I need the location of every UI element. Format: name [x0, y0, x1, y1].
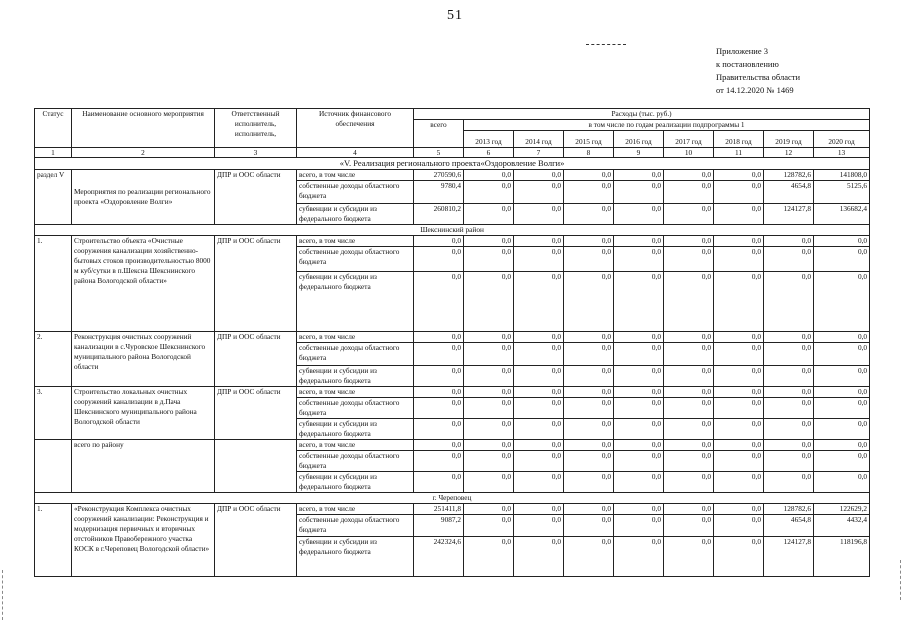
- year-value-cell: 0,0: [664, 247, 714, 272]
- year-value-cell: 0,0: [664, 366, 714, 387]
- responsible-cell: ДПР и ООС области: [215, 387, 297, 440]
- year-value-cell: 0,0: [814, 440, 870, 451]
- year-value-cell: 0,0: [564, 419, 614, 440]
- year-value-cell: 0,0: [664, 472, 714, 493]
- year-value-cell: 0,0: [664, 181, 714, 204]
- header-by-years: в том числе по годам реализации подпрограммы 1: [464, 120, 870, 131]
- year-value-cell: 141808,0: [814, 170, 870, 181]
- source-cell: субвенции и субсидии из федерального бюджета: [297, 204, 414, 225]
- table-header: [35, 109, 870, 158]
- year-value-cell: 0,0: [664, 236, 714, 247]
- year-value-cell: 128782,6: [764, 170, 814, 181]
- year-value-cell: 0,0: [464, 504, 514, 515]
- year-value-cell: 0,0: [564, 236, 614, 247]
- scan-edge-mark: [2, 570, 4, 620]
- year-value-cell: 0,0: [764, 343, 814, 366]
- header-year: 2019 год: [764, 131, 814, 148]
- year-value-cell: 0,0: [814, 419, 870, 440]
- year-value-cell: 0,0: [464, 537, 514, 577]
- year-value-cell: 0,0: [614, 398, 664, 419]
- year-value-cell: 0,0: [714, 504, 764, 515]
- total-cell: 270590,6: [414, 170, 464, 181]
- total-cell: 0,0: [414, 247, 464, 272]
- source-cell: собственные доходы областного бюджета: [297, 247, 414, 272]
- total-cell: 0,0: [414, 451, 464, 472]
- total-cell: 9780,4: [414, 181, 464, 204]
- year-value-cell: 0,0: [464, 272, 514, 332]
- year-value-cell: 0,0: [614, 515, 664, 537]
- year-value-cell: 0,0: [714, 272, 764, 332]
- year-value-cell: 0,0: [714, 204, 764, 225]
- header-status: Статус: [35, 109, 72, 148]
- year-value-cell: 0,0: [614, 451, 664, 472]
- header-year: 2014 год: [514, 131, 564, 148]
- year-value-cell: 0,0: [514, 181, 564, 204]
- total-cell: 0,0: [414, 440, 464, 451]
- page-number: 51: [447, 8, 463, 23]
- year-value-cell: 0,0: [464, 366, 514, 387]
- year-value-cell: 0,0: [714, 236, 764, 247]
- column-number: 10: [664, 148, 714, 158]
- year-value-cell: 4654,8: [764, 181, 814, 204]
- year-value-cell: 0,0: [614, 343, 664, 366]
- table-row: [35, 440, 870, 451]
- year-value-cell: 0,0: [514, 472, 564, 493]
- header-expenses: Расходы (тыс. руб.): [414, 109, 870, 120]
- year-value-cell: 124127,8: [764, 204, 814, 225]
- year-value-cell: 0,0: [564, 440, 614, 451]
- column-number: 13: [814, 148, 870, 158]
- header-year: 2018 год: [714, 131, 764, 148]
- column-number: 11: [714, 148, 764, 158]
- source-cell: субвенции и субсидии из федерального бюджета: [297, 537, 414, 577]
- year-value-cell: 0,0: [464, 387, 514, 398]
- year-value-cell: 0,0: [664, 537, 714, 577]
- year-value-cell: 0,0: [464, 204, 514, 225]
- total-cell: 0,0: [414, 236, 464, 247]
- year-value-cell: 0,0: [664, 332, 714, 343]
- year-value-cell: 0,0: [614, 387, 664, 398]
- responsible-cell: ДПР и ООС области: [215, 170, 297, 225]
- year-value-cell: 0,0: [664, 387, 714, 398]
- year-value-cell: 0,0: [764, 366, 814, 387]
- source-cell: субвенции и субсидии из федерального бюджета: [297, 272, 414, 332]
- year-value-cell: 0,0: [714, 398, 764, 419]
- year-value-cell: 0,0: [714, 181, 764, 204]
- year-value-cell: 0,0: [814, 332, 870, 343]
- year-value-cell: 0,0: [664, 170, 714, 181]
- year-value-cell: 0,0: [614, 504, 664, 515]
- year-value-cell: 0,0: [614, 272, 664, 332]
- status-cell: [35, 440, 72, 493]
- measure-name-cell: Мероприятия по реализации регионального проекта «Оздоровление Волги»: [72, 170, 215, 225]
- column-number: 4: [297, 148, 414, 158]
- year-value-cell: 0,0: [614, 236, 664, 247]
- year-value-cell: 0,0: [514, 504, 564, 515]
- total-cell: 0,0: [414, 332, 464, 343]
- year-value-cell: 0,0: [464, 181, 514, 204]
- year-value-cell: 0,0: [814, 272, 870, 332]
- year-value-cell: 0,0: [564, 387, 614, 398]
- measure-name-cell: Строительство объекта «Очистные сооружения канализации хозяйственно-бытовых стоков производительностью 8000 м куб/сутки в п.Шексна Шекснинского района Вологодской области»: [72, 236, 215, 332]
- year-value-cell: 0,0: [564, 398, 614, 419]
- source-cell: всего, в том числе: [297, 504, 414, 515]
- total-cell: 0,0: [414, 472, 464, 493]
- measure-name-cell: всего по району: [72, 440, 215, 493]
- column-number: 1: [35, 148, 72, 158]
- year-value-cell: 0,0: [614, 472, 664, 493]
- total-cell: 260810,2: [414, 204, 464, 225]
- year-value-cell: 0,0: [564, 170, 614, 181]
- status-cell: 1.: [35, 236, 72, 332]
- year-value-cell: 0,0: [664, 504, 714, 515]
- column-number: 7: [514, 148, 564, 158]
- year-value-cell: 0,0: [564, 272, 614, 332]
- year-value-cell: 0,0: [814, 343, 870, 366]
- source-cell: всего, в том числе: [297, 170, 414, 181]
- year-value-cell: 0,0: [664, 343, 714, 366]
- year-value-cell: 0,0: [614, 247, 664, 272]
- year-value-cell: 0,0: [464, 170, 514, 181]
- year-value-cell: 0,0: [664, 440, 714, 451]
- year-value-cell: 0,0: [514, 170, 564, 181]
- column-number: 12: [764, 148, 814, 158]
- year-value-cell: 0,0: [664, 419, 714, 440]
- year-value-cell: 0,0: [714, 170, 764, 181]
- year-value-cell: 0,0: [764, 419, 814, 440]
- year-value-cell: 0,0: [714, 247, 764, 272]
- year-value-cell: 4432,4: [814, 515, 870, 537]
- header-year: 2013 год: [464, 131, 514, 148]
- appendix-line: Правительства области: [716, 72, 801, 82]
- year-value-cell: 0,0: [714, 451, 764, 472]
- year-value-cell: 0,0: [514, 387, 564, 398]
- year-value-cell: 0,0: [514, 343, 564, 366]
- year-value-cell: 0,0: [814, 398, 870, 419]
- table-row: [35, 236, 870, 247]
- year-value-cell: 0,0: [514, 272, 564, 332]
- year-value-cell: 0,0: [714, 419, 764, 440]
- total-cell: 0,0: [414, 366, 464, 387]
- year-value-cell: 0,0: [464, 343, 514, 366]
- year-value-cell: 0,0: [514, 515, 564, 537]
- year-value-cell: 0,0: [614, 170, 664, 181]
- year-value-cell: 0,0: [814, 387, 870, 398]
- year-value-cell: 0,0: [464, 247, 514, 272]
- measure-name-cell: Строительство локальных очистных сооружений канализации в д.Пача Шекснинского муниципального района Вологодской области: [72, 387, 215, 440]
- source-cell: субвенции и субсидии из федерального бюджета: [297, 366, 414, 387]
- status-cell: 2.: [35, 332, 72, 387]
- table-row: [35, 504, 870, 515]
- year-value-cell: 0,0: [764, 472, 814, 493]
- column-number: 9: [614, 148, 664, 158]
- year-value-cell: 0,0: [514, 247, 564, 272]
- year-value-cell: 0,0: [464, 472, 514, 493]
- measure-name-cell: Реконструкция очистных сооружений канализации в с.Чуровское Шекснинского муниципального района Вологодской области: [72, 332, 215, 387]
- responsible-cell: ДПР и ООС области: [215, 504, 297, 577]
- year-value-cell: 128782,6: [764, 504, 814, 515]
- total-cell: 0,0: [414, 272, 464, 332]
- year-value-cell: 0,0: [614, 440, 664, 451]
- header-year: 2016 год: [614, 131, 664, 148]
- header-year: 2020 год: [814, 131, 870, 148]
- header-year: 2017 год: [664, 131, 714, 148]
- year-value-cell: 0,0: [464, 451, 514, 472]
- header-source: Источник финансового обеспечения: [297, 109, 414, 148]
- source-cell: всего, в том числе: [297, 440, 414, 451]
- year-value-cell: 0,0: [664, 451, 714, 472]
- year-value-cell: 0,0: [614, 419, 664, 440]
- total-cell: 9087,2: [414, 515, 464, 537]
- year-value-cell: 0,0: [764, 451, 814, 472]
- source-cell: всего, в том числе: [297, 332, 414, 343]
- total-cell: 242324,6: [414, 537, 464, 577]
- responsible-cell: [215, 440, 297, 493]
- year-value-cell: 0,0: [614, 537, 664, 577]
- year-value-cell: 0,0: [464, 440, 514, 451]
- year-value-cell: 0,0: [564, 537, 614, 577]
- appendix-line: от 14.12.2020 № 1469: [716, 85, 794, 95]
- year-value-cell: 136682,4: [814, 204, 870, 225]
- year-value-cell: 5125,6: [814, 181, 870, 204]
- year-value-cell: 0,0: [764, 247, 814, 272]
- year-value-cell: 0,0: [564, 247, 614, 272]
- table-row: [35, 170, 870, 181]
- measure-name-cell: «Реконструкция Комплекса очистных сооружений канализации: Реконструкция и модернизация первичных и вторичных отстойников Правобережного участка КОСК в г.Череповец Вологодской области»: [72, 504, 215, 577]
- source-cell: собственные доходы областного бюджета: [297, 181, 414, 204]
- status-cell: 1.: [35, 504, 72, 577]
- year-value-cell: 0,0: [814, 247, 870, 272]
- header-total: всего: [414, 120, 464, 148]
- responsible-cell: ДПР и ООС области: [215, 332, 297, 387]
- region-title: Шекснинский район: [35, 225, 870, 236]
- year-value-cell: 0,0: [664, 398, 714, 419]
- year-value-cell: 0,0: [714, 366, 764, 387]
- source-cell: собственные доходы областного бюджета: [297, 451, 414, 472]
- year-value-cell: 0,0: [714, 515, 764, 537]
- year-value-cell: 0,0: [464, 236, 514, 247]
- year-value-cell: 0,0: [614, 204, 664, 225]
- source-cell: собственные доходы областного бюджета: [297, 343, 414, 366]
- year-value-cell: 0,0: [664, 515, 714, 537]
- year-value-cell: 0,0: [564, 204, 614, 225]
- responsible-cell: ДПР и ООС области: [215, 236, 297, 332]
- column-number: 5: [414, 148, 464, 158]
- year-value-cell: 0,0: [814, 366, 870, 387]
- appendix-header: [716, 45, 800, 97]
- year-value-cell: 0,0: [514, 419, 564, 440]
- total-cell: 0,0: [414, 419, 464, 440]
- year-value-cell: 0,0: [814, 236, 870, 247]
- year-value-cell: 0,0: [764, 332, 814, 343]
- status-cell: раздел V: [35, 170, 72, 225]
- source-cell: всего, в том числе: [297, 387, 414, 398]
- column-number: 3: [215, 148, 297, 158]
- scan-edge-mark: [900, 560, 902, 600]
- year-value-cell: 0,0: [514, 440, 564, 451]
- year-value-cell: 0,0: [464, 515, 514, 537]
- year-value-cell: 0,0: [564, 472, 614, 493]
- year-value-cell: 0,0: [814, 451, 870, 472]
- source-cell: всего, в том числе: [297, 236, 414, 247]
- dash-mark: [586, 44, 626, 46]
- year-value-cell: 0,0: [764, 272, 814, 332]
- year-value-cell: 0,0: [714, 440, 764, 451]
- year-value-cell: 0,0: [814, 472, 870, 493]
- appendix-line: к постановлению: [716, 59, 779, 69]
- total-cell: 0,0: [414, 398, 464, 419]
- year-value-cell: 0,0: [564, 504, 614, 515]
- year-value-cell: 4654,8: [764, 515, 814, 537]
- header-responsible: Ответственный исполнитель, исполнитель,: [215, 109, 297, 148]
- year-value-cell: 0,0: [714, 472, 764, 493]
- source-cell: субвенции и субсидии из федерального бюджета: [297, 472, 414, 493]
- year-value-cell: 0,0: [564, 515, 614, 537]
- status-cell: 3.: [35, 387, 72, 440]
- year-value-cell: 0,0: [564, 343, 614, 366]
- year-value-cell: 0,0: [614, 181, 664, 204]
- total-cell: 0,0: [414, 343, 464, 366]
- year-value-cell: 0,0: [614, 332, 664, 343]
- column-number: 6: [464, 148, 514, 158]
- year-value-cell: 124127,8: [764, 537, 814, 577]
- year-value-cell: 0,0: [614, 366, 664, 387]
- year-value-cell: 0,0: [714, 537, 764, 577]
- year-value-cell: 0,0: [514, 204, 564, 225]
- header-year: 2015 год: [564, 131, 614, 148]
- source-cell: субвенции и субсидии из федерального бюджета: [297, 419, 414, 440]
- year-value-cell: 0,0: [764, 236, 814, 247]
- table-row: [35, 332, 870, 343]
- year-value-cell: 0,0: [514, 537, 564, 577]
- year-value-cell: 0,0: [714, 387, 764, 398]
- year-value-cell: 0,0: [564, 451, 614, 472]
- year-value-cell: 0,0: [664, 204, 714, 225]
- total-cell: 0,0: [414, 387, 464, 398]
- column-number: 2: [72, 148, 215, 158]
- year-value-cell: 0,0: [764, 387, 814, 398]
- total-cell: 251411,8: [414, 504, 464, 515]
- year-value-cell: 122629,2: [814, 504, 870, 515]
- year-value-cell: 118196,8: [814, 537, 870, 577]
- table-row: [35, 387, 870, 398]
- source-cell: собственные доходы областного бюджета: [297, 515, 414, 537]
- year-value-cell: 0,0: [564, 366, 614, 387]
- year-value-cell: 0,0: [464, 419, 514, 440]
- appendix-line: Приложение 3: [716, 46, 768, 56]
- year-value-cell: 0,0: [464, 398, 514, 419]
- region-title: г. Череповец: [35, 493, 870, 504]
- source-cell: собственные доходы областного бюджета: [297, 398, 414, 419]
- year-value-cell: 0,0: [514, 332, 564, 343]
- year-value-cell: 0,0: [514, 451, 564, 472]
- year-value-cell: 0,0: [714, 332, 764, 343]
- expenses-table: [34, 108, 870, 577]
- year-value-cell: 0,0: [764, 398, 814, 419]
- year-value-cell: 0,0: [564, 332, 614, 343]
- table-body: [35, 158, 870, 577]
- year-value-cell: 0,0: [664, 272, 714, 332]
- year-value-cell: 0,0: [464, 332, 514, 343]
- header-name: Наименование основного мероприятия: [72, 109, 215, 148]
- year-value-cell: 0,0: [514, 366, 564, 387]
- year-value-cell: 0,0: [564, 181, 614, 204]
- year-value-cell: 0,0: [514, 398, 564, 419]
- year-value-cell: 0,0: [714, 343, 764, 366]
- year-value-cell: 0,0: [514, 236, 564, 247]
- section-title: «V. Реализация регионального проекта«Оздоровление Волги»: [35, 158, 870, 170]
- column-number: 8: [564, 148, 614, 158]
- year-value-cell: 0,0: [764, 440, 814, 451]
